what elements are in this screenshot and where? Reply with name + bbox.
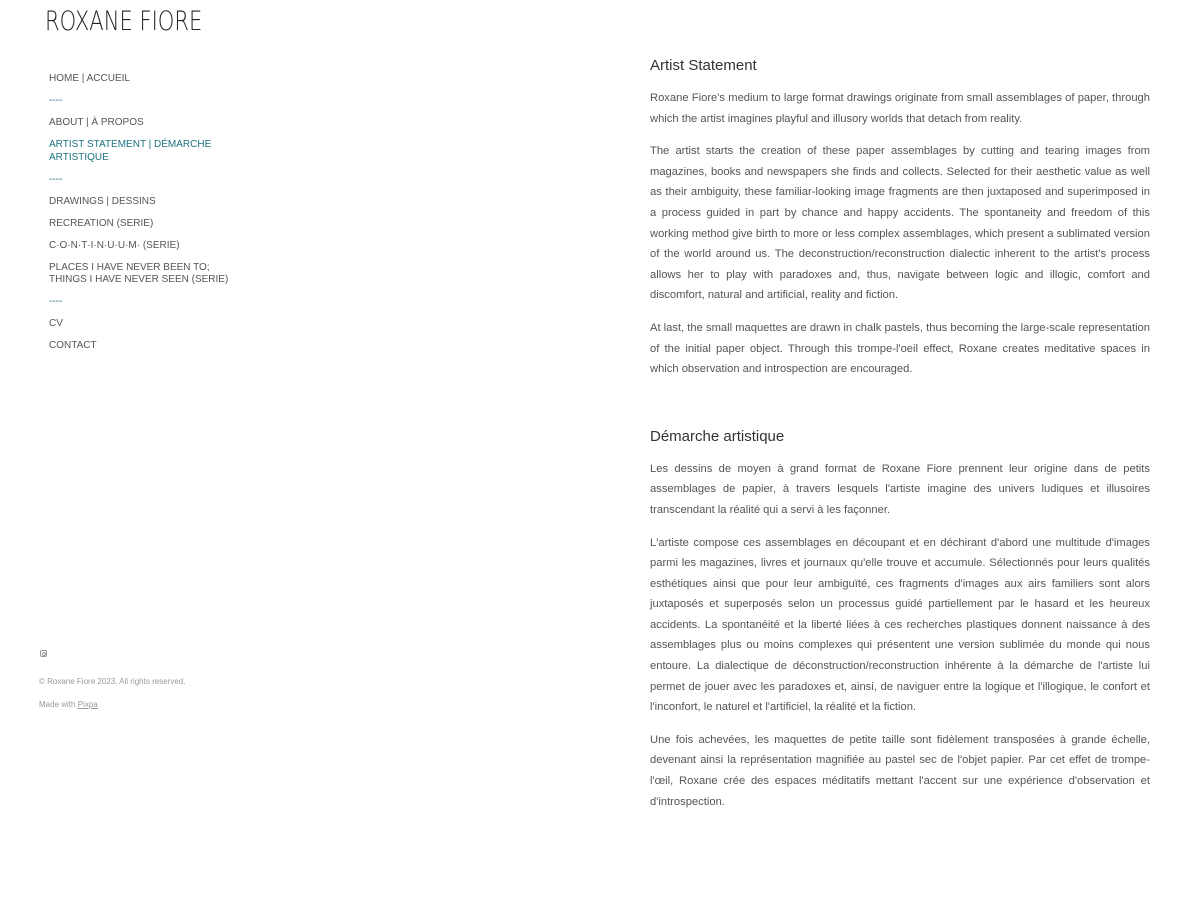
main-nav [49,73,239,362]
nav-separator: ---- [49,296,63,307]
pixpa-link[interactable]: Pixpa [77,700,98,709]
paragraph: L'artiste compose ces assemblages en découpant et en déchirant d'abord une multitude d'images parmi les magazines, livres et journaux qu'elle trouve et accumule. Sélectionnés pour leurs qualités esthétiques ainsi que pour leur ambiguïté, ces fragments d'images aux airs familiers sont alors juxtaposés et superposés selon un processus guidé partiellement par le hasard et les heureux accidents. La spontanéité et la liberté liées à ces recherches plastiques donnent naissance à des assemblages plus ou moins complexes qui présentent une version sublimée du monde qui nous entoure. La dialectique de déconstruction/reconstruction inhérente à la démarche de l'artiste lui permet de jouer avec les paradoxes et, ainsi, de naviguer entre la logique et l'illogique, le confort et l'inconfort, le naturel et l'artificiel, la réalité et la fiction. [650,536,1150,714]
nav-item-contact[interactable]: CONTACT [49,340,97,351]
nav-item-drawings[interactable]: DRAWINGS | DESSINS [49,195,156,207]
main-content [650,55,1150,824]
artist-statement-fr [650,426,1150,813]
paragraph: Une fois achevées, les maquettes de petite taille sont fidèlement transposées à grande échelle, devenant ainsi la représentation magnifiée au pastel sec de l'objet papier. Par cet effet de trompe-l'œil, Roxane crée des espaces méditatifs mettant l'accent sur une expérience d'observation et d'introspection. [650,733,1150,808]
made-with-label: Made with [39,700,76,709]
sidebar-footer [39,650,185,710]
section-title-en: Artist Statement [650,57,757,74]
paragraph: The artist starts the creation of these paper assemblages by cutting and tearing images from magazines, books and newspapers she finds and collects. Selected for their aesthetic value as well as their ambiguity, these familiar-looking image fragments are then juxtaposed and superimposed in a process guided in part by chance and happy accidents. The spontaneity and freedom of this working method give birth to more or less complex assemblages, which present a sublimated version of the world around us. The deconstruction/reconstruction dialectic inherent to the artist's process allows her to play with paradoxes and, thus, navigate between logic and illogic, comfort and discomfort, natural and artificial, reality and fiction. [650,145,1150,302]
artist-statement-en [650,55,1150,380]
nav-item-artist-statement[interactable]: ARTIST STATEMENT | DÉMARCHE ARTISTIQUE [49,139,212,163]
nav-item-places-line2: THINGS I HAVE NEVER SEEN (SERIE) [49,274,229,285]
logo-first-name: ROXANE [45,6,133,37]
nav-separator: ---- [49,173,63,185]
instagram-icon[interactable] [40,650,47,657]
nav-item-places[interactable] [49,262,239,287]
nav-separator: ---- [49,95,63,106]
paragraph: At last, the small maquettes are drawn in chalk pastels, thus becoming the large-scale representation of the initial paper object. Through this trompe-l'oeil effect, Roxane creates meditative spaces in which observation and introspection are encouraged. [650,321,1150,376]
nav-item-about[interactable]: ABOUT | À PROPOS [49,117,144,128]
section-title-fr: Démarche artistique [650,427,785,445]
site-logo[interactable] [45,6,202,38]
nav-item-continuum[interactable]: C·O·N·T·I·N·U·U·M· (SERIE) [49,239,180,251]
paragraph: Roxane Fiore's medium to large format drawings originate from small assemblages of paper, through which the artist imagines playful and illusory worlds that detach from reality. [650,92,1150,125]
nav-item-home[interactable]: HOME | ACCUEIL [49,73,130,84]
nav-item-places-line1: PLACES I HAVE NEVER BEEN TO; [49,261,210,273]
nav-item-recreation[interactable]: RECREATION (SERIE) [49,217,154,229]
made-with-text [39,700,185,710]
logo-last-name: FIORE [139,6,203,37]
nav-item-cv[interactable]: CV [49,318,63,329]
copyright-text: © Roxane Fiore 2023. All rights reserved. [39,677,186,686]
paragraph: Les dessins de moyen à grand format de Roxane Fiore prennent leur origine dans de petits assemblages de papier, à travers lesquels l'artiste imagine des univers ludiques et illusoires transcendant la réalité qui a servi à les façonner. [650,462,1150,516]
